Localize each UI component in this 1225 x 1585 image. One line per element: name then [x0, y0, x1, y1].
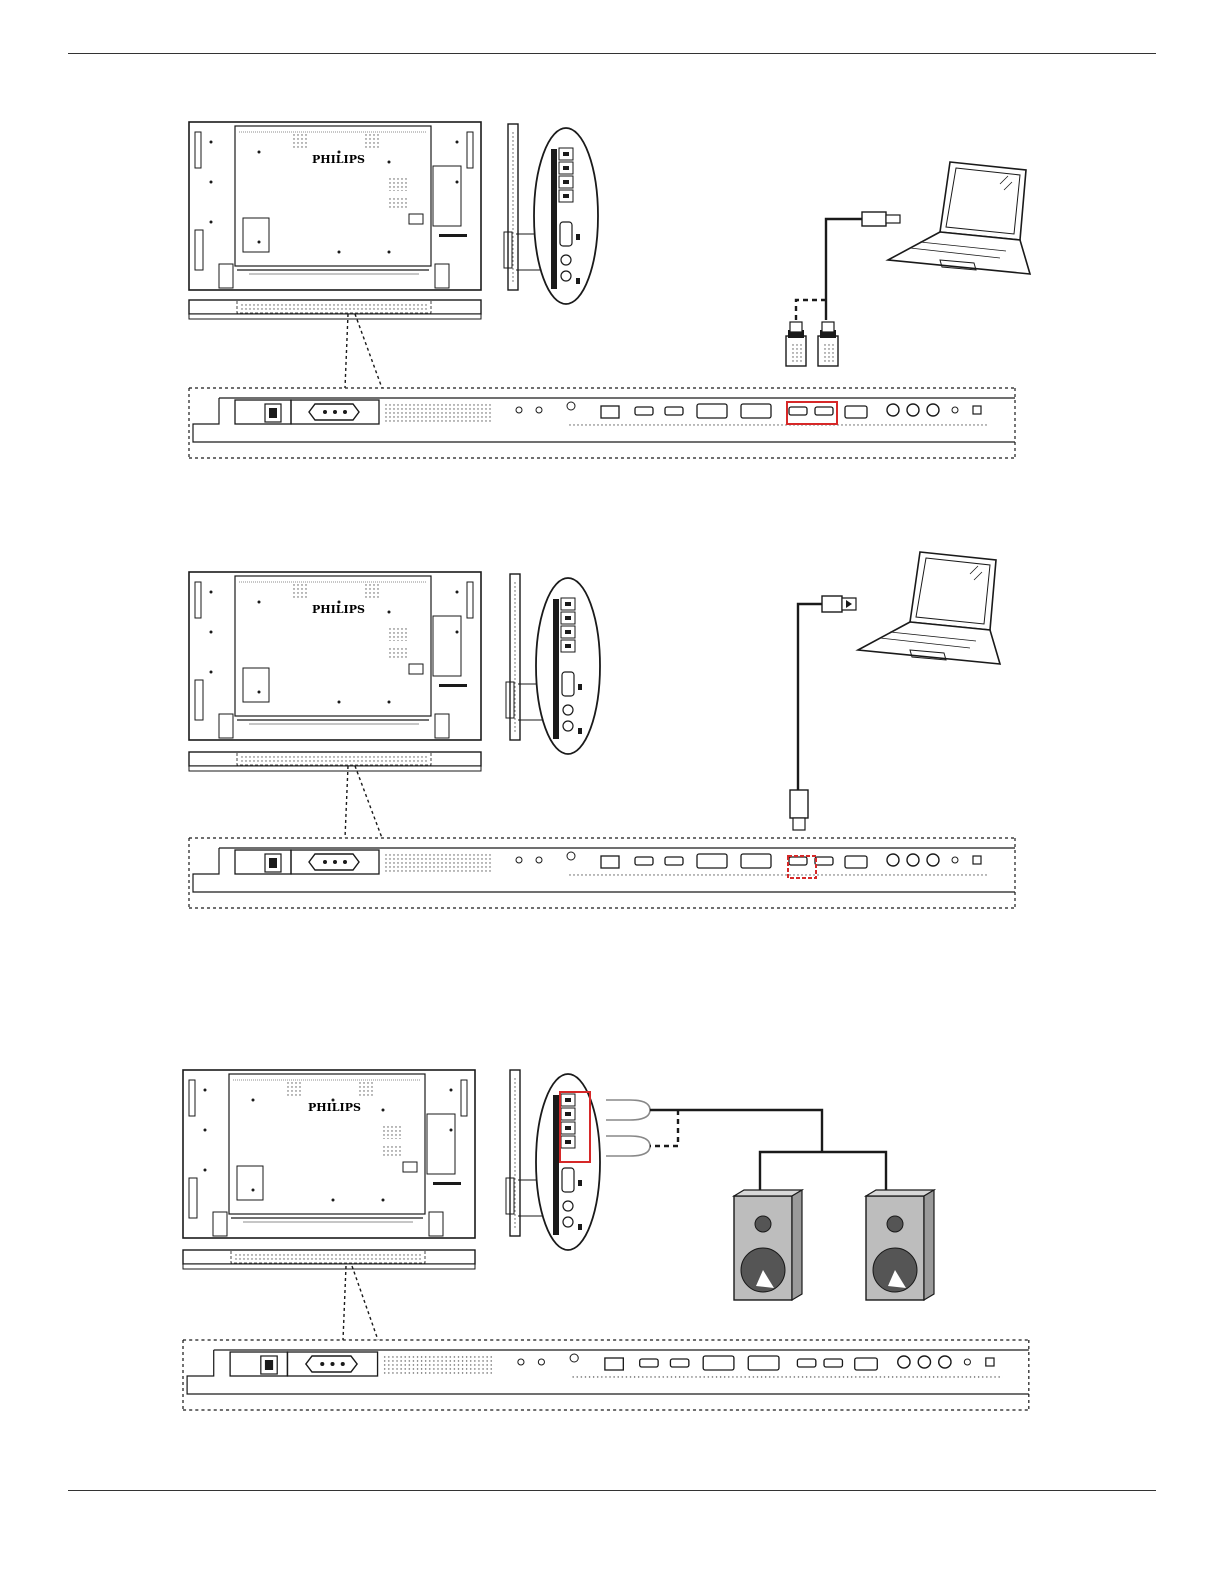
- laptop-icon: [858, 552, 1000, 664]
- monitor-bottom-edge: [189, 300, 481, 319]
- monitor-side-view: [506, 1070, 600, 1250]
- monitor-bottom-edge: [189, 752, 481, 771]
- displayport-connection-diagram: [189, 552, 1015, 908]
- monitor-rear-view: [189, 572, 481, 740]
- laptop-icon: [888, 162, 1030, 274]
- monitor-side-view: [506, 574, 600, 754]
- displayport-cable: [790, 596, 856, 830]
- speaker-icon: [734, 1190, 802, 1300]
- monitor-logo: PHILIPS: [312, 153, 365, 166]
- speaker-icon: [866, 1190, 934, 1300]
- hdmi-ports-highlight: [787, 402, 837, 424]
- monitor-bottom-edge: [183, 1250, 475, 1269]
- connector-panel: [189, 388, 1015, 458]
- monitor-logo: PHILIPS: [308, 1101, 361, 1114]
- monitor-rear-view: [183, 1070, 475, 1238]
- connector-panel: [189, 838, 1015, 908]
- monitor-side-view: [504, 124, 598, 304]
- hdmi-cable: [786, 212, 900, 366]
- hdmi-plug: [786, 322, 806, 366]
- speaker-wire: [606, 1100, 886, 1196]
- speaker-connection-diagram: [183, 1070, 1029, 1410]
- hdmi-connection-diagram: [189, 122, 1030, 458]
- connector-panel: [183, 1340, 1029, 1410]
- monitor-logo: PHILIPS: [312, 603, 365, 616]
- monitor-rear-view: [189, 122, 481, 290]
- hdmi-plug: [818, 322, 838, 366]
